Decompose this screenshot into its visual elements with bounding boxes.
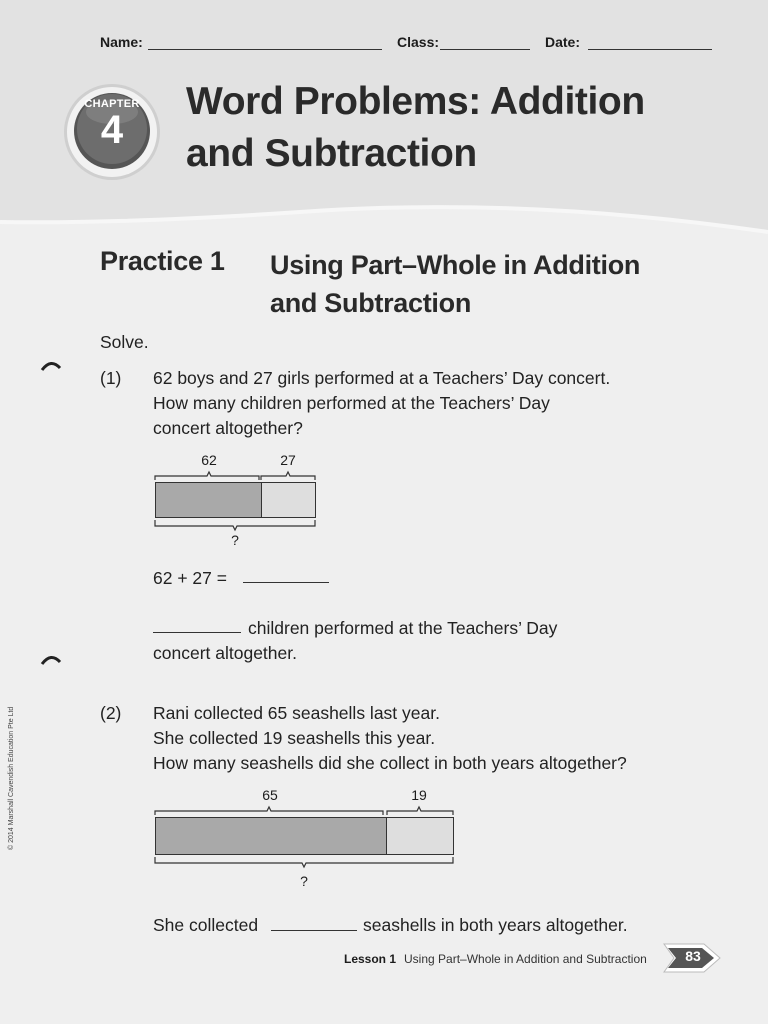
problem-number: (1) — [100, 368, 122, 388]
answer-blank[interactable] — [153, 632, 241, 633]
bar-part-b — [386, 817, 454, 855]
problem-number: (2) — [100, 703, 122, 723]
class-field[interactable] — [440, 49, 530, 50]
equation-answer-blank[interactable] — [243, 582, 329, 583]
answer-prefix: She collected — [153, 915, 259, 935]
problem1-text — [153, 366, 610, 441]
problem2-line3: How many seashells did she collect in both years altogether? — [153, 753, 627, 773]
practice-label: Practice 1 — [100, 246, 225, 276]
problem1-line2: How many children performed at the Teachers’ Day — [153, 393, 550, 413]
bar-part-a — [155, 817, 388, 855]
footer-lesson-title: Using Part–Whole in Addition and Subtraction — [404, 952, 647, 966]
chapter-title-line1: Word Problems: Addition — [186, 80, 645, 123]
whole-label: ? — [231, 532, 239, 548]
whole-label: ? — [300, 873, 308, 889]
chapter-number: 4 — [100, 108, 124, 152]
problem1-line1: 62 boys and 27 girls performed at a Teachers’ Day concert. — [153, 368, 611, 388]
problem2-line2: She collected 19 seashells this year. — [153, 728, 436, 748]
part-label-a: 62 — [201, 452, 217, 468]
chapter-title — [186, 76, 645, 180]
bottom-brace — [153, 518, 319, 532]
problem1-line3: concert altogether? — [153, 418, 303, 438]
chapter-label: CHAPTER — [84, 98, 140, 110]
part-label-a: 65 — [262, 787, 278, 803]
equation: 62 + 27 = — [153, 568, 227, 588]
answer-blank[interactable] — [271, 930, 357, 931]
top-brace — [153, 470, 319, 482]
name-label: Name: — [100, 34, 143, 50]
practice-title-line1: Using Part–Whole in Addition — [270, 250, 641, 280]
footer-lesson: Lesson 1 — [344, 952, 397, 966]
top-brace — [153, 805, 457, 817]
answer-text-line2: concert altogether. — [153, 643, 297, 663]
binder-hole-mark — [40, 652, 62, 666]
problem2-text — [153, 701, 627, 776]
chapter-title-line2: and Subtraction — [186, 132, 477, 175]
practice-title-line2: and Subtraction — [270, 288, 472, 318]
date-field[interactable] — [588, 49, 712, 50]
answer-text-line1: children performed at the Teachers’ Day — [248, 618, 558, 638]
practice-title — [270, 246, 640, 322]
part-label-b: 19 — [411, 787, 427, 803]
bar-part-b — [261, 482, 316, 518]
name-field[interactable] — [148, 49, 382, 50]
instruction: Solve. — [100, 332, 149, 352]
bar-part-a — [155, 482, 263, 518]
class-label: Class: — [397, 34, 440, 50]
date-label: Date: — [545, 34, 581, 50]
answer-suffix: seashells in both years altogether. — [363, 915, 628, 935]
page-number: 83 — [685, 948, 701, 964]
binder-hole-mark — [40, 358, 62, 372]
bottom-brace — [153, 855, 457, 869]
part-label-b: 27 — [280, 452, 296, 468]
problem2-line1: Rani collected 65 seashells last year. — [153, 703, 440, 723]
copyright-notice: © 2014 Marshall Cavendish Education Pte Ltd — [8, 706, 15, 850]
